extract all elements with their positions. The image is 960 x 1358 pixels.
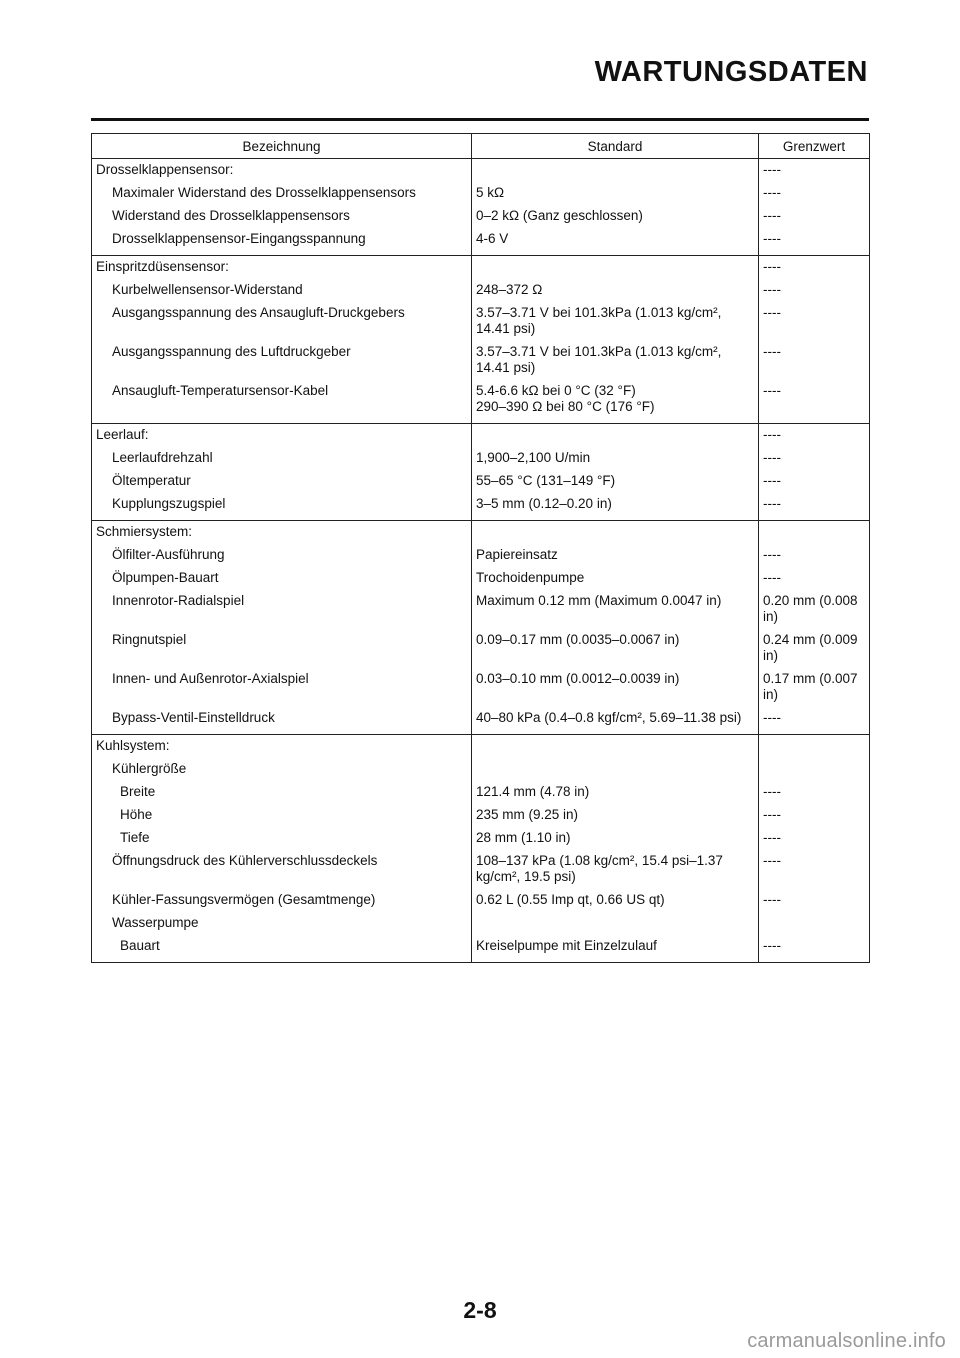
row-standard: 5.4-6.6 kΩ bei 0 °C (32 °F) 290–390 Ω bei 80 °C (176 °F) — [472, 380, 759, 424]
table-row — [92, 182, 870, 205]
row-standard: 55–65 °C (131–149 °F) — [472, 470, 759, 493]
row-standard: 0.09–0.17 mm (0.0035–0.0067 in) — [472, 629, 759, 668]
row-designation: Kupplungszugspiel — [92, 493, 472, 521]
row-designation: Kurbelwellensensor-Widerstand — [92, 279, 472, 302]
row-designation: Ölpumpen-Bauart — [92, 567, 472, 590]
row-designation: Tiefe — [92, 827, 472, 850]
row-designation: Wasserpumpe — [92, 912, 472, 935]
row-designation: Maximaler Widerstand des Drosselklappensensors — [92, 182, 472, 205]
table-row — [92, 521, 870, 545]
row-limit: ---- — [759, 493, 870, 521]
row-limit — [759, 521, 870, 545]
row-designation: Kühlergröße — [92, 758, 472, 781]
table-row — [92, 804, 870, 827]
row-standard: Trochoidenpumpe — [472, 567, 759, 590]
row-standard — [472, 159, 759, 183]
row-standard: 108–137 kPa (1.08 kg/cm², 15.4 psi–1.37 kg/cm², 19.5 psi) — [472, 850, 759, 889]
table-row — [92, 567, 870, 590]
row-designation: Breite — [92, 781, 472, 804]
table-body — [92, 159, 870, 963]
row-designation: Einspritzdüsensensor: — [92, 256, 472, 280]
row-standard — [472, 912, 759, 935]
row-limit: ---- — [759, 447, 870, 470]
table-row — [92, 758, 870, 781]
row-designation: Höhe — [92, 804, 472, 827]
table-row — [92, 279, 870, 302]
title-divider — [91, 118, 869, 121]
row-limit: ---- — [759, 182, 870, 205]
row-standard: 3.57–3.71 V bei 101.3kPa (1.013 kg/cm², 14.41 psi) — [472, 302, 759, 341]
table-row — [92, 590, 870, 629]
row-limit: ---- — [759, 205, 870, 228]
row-designation: Ölfilter-Ausführung — [92, 544, 472, 567]
row-limit: 0.20 mm (0.008 in) — [759, 590, 870, 629]
row-standard — [472, 758, 759, 781]
row-limit: ---- — [759, 380, 870, 424]
row-standard: 235 mm (9.25 in) — [472, 804, 759, 827]
row-limit: 0.24 mm (0.009 in) — [759, 629, 870, 668]
row-designation: Öltemperatur — [92, 470, 472, 493]
row-designation: Ausgangsspannung des Luftdruckgeber — [92, 341, 472, 380]
row-standard: 0.62 L (0.55 Imp qt, 0.66 US qt) — [472, 889, 759, 912]
table-row — [92, 256, 870, 280]
row-standard: 28 mm (1.10 in) — [472, 827, 759, 850]
table-row — [92, 470, 870, 493]
row-standard: 3.57–3.71 V bei 101.3kPa (1.013 kg/cm², 14.41 psi) — [472, 341, 759, 380]
table-row — [92, 228, 870, 256]
table-row — [92, 827, 870, 850]
row-designation: Kühler-Fassungsvermögen (Gesamtmenge) — [92, 889, 472, 912]
row-standard — [472, 521, 759, 545]
row-limit: ---- — [759, 567, 870, 590]
table-row — [92, 493, 870, 521]
row-designation: Leerlauf: — [92, 424, 472, 448]
table-row — [92, 544, 870, 567]
row-designation: Leerlaufdrehzahl — [92, 447, 472, 470]
table-row — [92, 850, 870, 889]
table-row — [92, 380, 870, 424]
table-row — [92, 668, 870, 707]
row-limit: ---- — [759, 228, 870, 256]
row-limit: ---- — [759, 544, 870, 567]
row-limit: ---- — [759, 256, 870, 280]
row-standard — [472, 424, 759, 448]
table-row — [92, 205, 870, 228]
row-limit — [759, 912, 870, 935]
row-standard: Maximum 0.12 mm (Maximum 0.0047 in) — [472, 590, 759, 629]
table-row — [92, 302, 870, 341]
row-limit: ---- — [759, 279, 870, 302]
row-designation: Bypass-Ventil-Einstelldruck — [92, 707, 472, 735]
row-standard: 0.03–0.10 mm (0.0012–0.0039 in) — [472, 668, 759, 707]
row-standard: 4-6 V — [472, 228, 759, 256]
table-row — [92, 424, 870, 448]
table-row — [92, 159, 870, 183]
table-row — [92, 935, 870, 963]
row-standard: Kreiselpumpe mit Einzelzulauf — [472, 935, 759, 963]
row-limit — [759, 758, 870, 781]
watermark: carmanualsonline.info — [747, 1330, 946, 1352]
row-designation: Innenrotor-Radialspiel — [92, 590, 472, 629]
header-limit: Grenzwert — [759, 134, 870, 159]
row-designation: Schmiersystem: — [92, 521, 472, 545]
row-designation: Kuhlsystem: — [92, 735, 472, 759]
row-designation: Drosselklappensensor: — [92, 159, 472, 183]
row-limit: ---- — [759, 804, 870, 827]
table-row — [92, 447, 870, 470]
row-limit: ---- — [759, 707, 870, 735]
header-standard: Standard — [472, 134, 759, 159]
row-limit: ---- — [759, 302, 870, 341]
row-standard: 248–372 Ω — [472, 279, 759, 302]
row-designation: Ansaugluft-Temperatursensor-Kabel — [92, 380, 472, 424]
page-number: 2-8 — [463, 1297, 497, 1323]
table-row — [92, 707, 870, 735]
row-limit: ---- — [759, 850, 870, 889]
row-standard: 0–2 kΩ (Ganz geschlossen) — [472, 205, 759, 228]
row-limit: ---- — [759, 341, 870, 380]
table-header-row — [92, 134, 870, 159]
header-designation: Bezeichnung — [92, 134, 472, 159]
table-row — [92, 912, 870, 935]
maintenance-spec-table — [91, 133, 870, 963]
row-limit: ---- — [759, 827, 870, 850]
row-standard: 1,900–2,100 U/min — [472, 447, 759, 470]
row-designation: Widerstand des Drosselklappensensors — [92, 205, 472, 228]
row-designation: Innen- und Außenrotor-Axialspiel — [92, 668, 472, 707]
row-designation: Drosselklappensensor-Eingangsspannung — [92, 228, 472, 256]
table-row — [92, 735, 870, 759]
row-designation: Bauart — [92, 935, 472, 963]
row-limit — [759, 735, 870, 759]
row-limit: ---- — [759, 781, 870, 804]
row-designation: Ringnutspiel — [92, 629, 472, 668]
row-limit: ---- — [759, 159, 870, 183]
row-limit: ---- — [759, 424, 870, 448]
table-row — [92, 341, 870, 380]
table-row — [92, 781, 870, 804]
row-standard: 40–80 kPa (0.4–0.8 kgf/cm², 5.69–11.38 psi) — [472, 707, 759, 735]
row-standard — [472, 256, 759, 280]
table-row — [92, 889, 870, 912]
row-designation: Öffnungsdruck des Kühlerverschlussdeckels — [92, 850, 472, 889]
row-limit: ---- — [759, 889, 870, 912]
page-title: WARTUNGSDATEN — [594, 56, 868, 88]
row-standard — [472, 735, 759, 759]
row-standard: 3–5 mm (0.12–0.20 in) — [472, 493, 759, 521]
row-designation: Ausgangsspannung des Ansaugluft-Druckgebers — [92, 302, 472, 341]
row-limit: 0.17 mm (0.007 in) — [759, 668, 870, 707]
table-row — [92, 629, 870, 668]
row-standard: Papiereinsatz — [472, 544, 759, 567]
row-standard: 121.4 mm (4.78 in) — [472, 781, 759, 804]
row-limit: ---- — [759, 935, 870, 963]
row-limit: ---- — [759, 470, 870, 493]
row-standard: 5 kΩ — [472, 182, 759, 205]
